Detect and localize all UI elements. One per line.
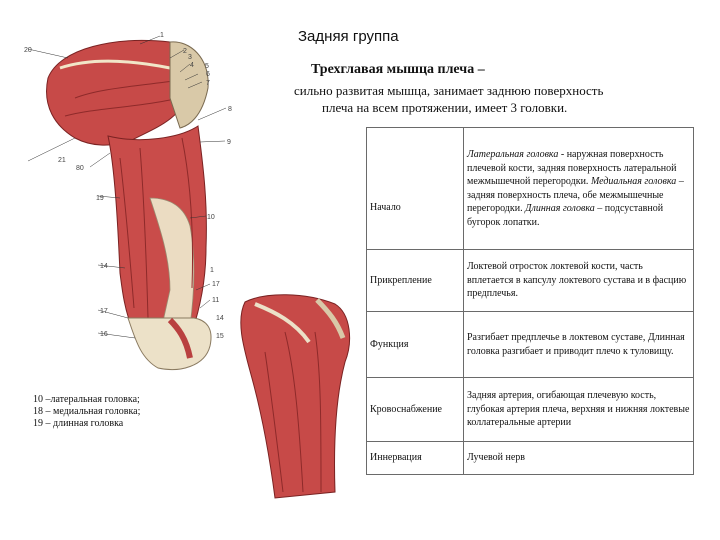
figure-label: 6 — [206, 71, 210, 78]
origin-text: наружная поверхность плечевой кости, задняя поверхность латеральной межмышечной перегородки. — [467, 149, 677, 187]
figure-label: 17 — [212, 281, 220, 288]
legend-item: 19 – длинная головка — [33, 418, 124, 429]
legend-item: 18 – медиальная головка; — [33, 406, 141, 417]
table-row — [367, 312, 694, 378]
row-value-blood-supply: Задняя артерия, огибающая плечевую кость, глубокая артерия плеча, верхняя и нижняя локтевые коллатеральные артерии — [464, 378, 694, 442]
figure-label: 16 — [100, 331, 108, 338]
row-header-insertion: Прикрепление — [367, 250, 464, 312]
figure-label: 8 — [228, 106, 232, 113]
figure-label: 1 — [160, 32, 164, 39]
row-header-innervation: Иннервация — [367, 442, 464, 475]
legend-item: 10 –латеральная головка; — [33, 394, 140, 405]
figure-label: 3 — [188, 54, 192, 61]
figure-label: 20 — [24, 47, 32, 54]
figure-label: 5 — [205, 63, 209, 70]
figure-label: 14 — [100, 263, 108, 270]
triceps-detail-illustration — [225, 292, 357, 504]
figure-label: 10 — [207, 214, 215, 221]
figure-label: 1 — [210, 267, 214, 274]
row-value-insertion: Локтевой отросток локтевой кости, часть вплетается в капсулу локтевого сустава и в фасцию предплечья. — [464, 250, 694, 312]
muscle-description-line-1: сильно развитая мышца, занимает заднюю поверхность — [294, 83, 604, 98]
figure-label: 17 — [100, 308, 108, 315]
origin-text: Латеральная головка - — [467, 149, 565, 160]
origin-text: Медиальная головка — [590, 176, 677, 187]
row-header-function: Функция — [367, 312, 464, 378]
figure-label: 14 — [216, 315, 224, 322]
figure-label: 4 — [190, 62, 194, 69]
origin-text: – задняя поверхность плеча, обе межмышечные перегородки. — [467, 176, 684, 214]
muscle-info-table — [366, 127, 694, 475]
table-row — [367, 378, 694, 442]
row-value-origin — [464, 128, 694, 250]
figure-label: 21 — [58, 157, 66, 164]
origin-text: – подсуставной бугорок лопатки. — [467, 203, 664, 228]
table-row — [367, 128, 694, 250]
figure-label: 80 — [76, 165, 84, 172]
posterior-arm-illustration — [20, 28, 248, 373]
row-value-function: Разгибает предплечье в локтевом суставе, Длинная головка разгибает и приводит плечо к туловищу. — [464, 312, 694, 378]
row-value-innervation: Лучевой нерв — [464, 442, 694, 475]
figure-label: 19 — [96, 195, 104, 202]
figure-legend — [33, 394, 140, 430]
row-header-origin: Начало — [367, 128, 464, 250]
figure-label: 7 — [206, 80, 210, 87]
figure-label: 9 — [227, 139, 231, 146]
table-row — [367, 250, 694, 312]
figure-label: 11 — [212, 297, 220, 304]
muscle-heading: Трехглавая мышца плеча – — [311, 62, 485, 77]
row-header-blood-supply: Кровоснабжение — [367, 378, 464, 442]
slide-title: Задняя группа — [298, 28, 399, 45]
origin-text: Длинная головка — [525, 203, 595, 214]
muscle-description-line-2: плеча на всем протяжении, имеет 3 головки. — [322, 100, 568, 115]
figure-label: 15 — [216, 333, 224, 340]
table-row — [367, 442, 694, 475]
figure-label: 2 — [183, 48, 187, 55]
